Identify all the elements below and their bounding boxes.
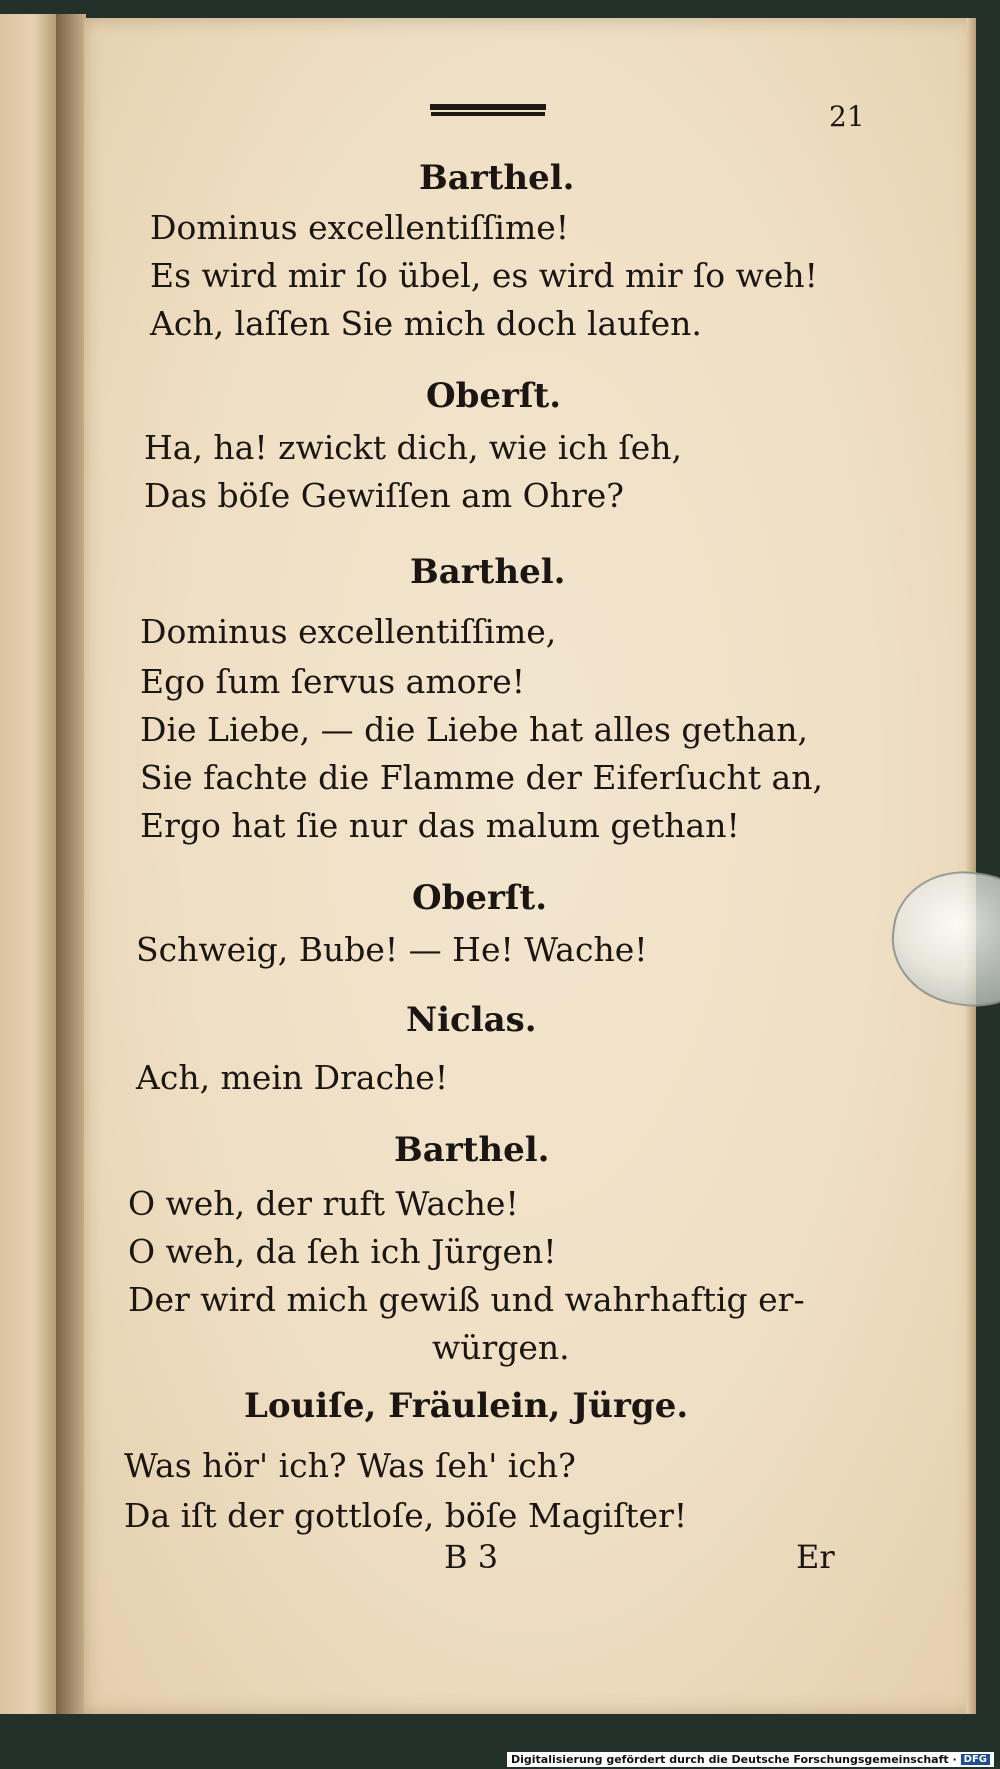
verse-line: Ach, mein Drache! xyxy=(136,1058,449,1097)
verse-line: Ergo hat ſie nur das malum gethan! xyxy=(140,806,740,845)
verse-line: Das böſe Gewiſſen am Ohre? xyxy=(144,476,624,515)
speaker-heading: Niclas. xyxy=(406,1000,537,1040)
page-edge xyxy=(966,18,976,1714)
verse-line: Ego ſum ſervus amore! xyxy=(140,662,526,701)
verse-line: Die Liebe, — die Liebe hat alles gethan, xyxy=(140,710,808,749)
verse-line: Da iſt der gottloſe, böſe Magiſter! xyxy=(124,1496,688,1535)
catchword: Er xyxy=(796,1538,835,1576)
verse-line: Sie fachte die Flamme der Eiferſucht an, xyxy=(140,758,823,797)
speaker-heading: Oberſt. xyxy=(412,878,548,918)
verse-line: würgen. xyxy=(432,1328,570,1367)
book-gutter xyxy=(56,14,86,1714)
signature-mark: B 3 xyxy=(444,1538,499,1576)
book-page xyxy=(84,18,976,1714)
verse-line: O weh, der ruft Wache! xyxy=(128,1184,519,1223)
speaker-heading: Oberſt. xyxy=(426,376,562,416)
verse-line: Dominus excellentiſſime! xyxy=(150,208,570,247)
verse-line: O weh, da ſeh ich Jürgen! xyxy=(128,1232,557,1271)
verse-line: Der wird mich gewiß und wahrhaftig er- xyxy=(128,1280,805,1319)
verse-line: Was hör' ich? Was ſeh' ich? xyxy=(124,1446,576,1485)
verse-line: Schweig, Bube! — He! Wache! xyxy=(136,930,648,969)
verse-line: Es wird mir ſo übel, es wird mir ſo weh! xyxy=(150,256,818,295)
verse-line: Ach, laſſen Sie mich doch laufen. xyxy=(150,304,702,343)
verse-line: Dominus excellentiſſime, xyxy=(140,612,557,651)
left-page-edge xyxy=(0,14,58,1714)
page-number: 21 xyxy=(829,100,865,133)
verse-line: Ha, ha! zwickt dich, wie ich ſeh, xyxy=(144,428,683,467)
digitization-credit xyxy=(507,1752,994,1767)
header-rule xyxy=(430,104,546,112)
speaker-heading: Barthel. xyxy=(419,158,575,198)
speaker-heading: Barthel. xyxy=(394,1130,550,1170)
speaker-heading: Louiſe, Fräulein, Jürge. xyxy=(244,1386,689,1426)
speaker-heading: Barthel. xyxy=(410,552,566,592)
credit-text: Digitalisierung gefördert durch die Deutsche Forschungsgemeinschaft · xyxy=(510,1753,957,1766)
dfg-logo: DFG xyxy=(961,1754,990,1765)
